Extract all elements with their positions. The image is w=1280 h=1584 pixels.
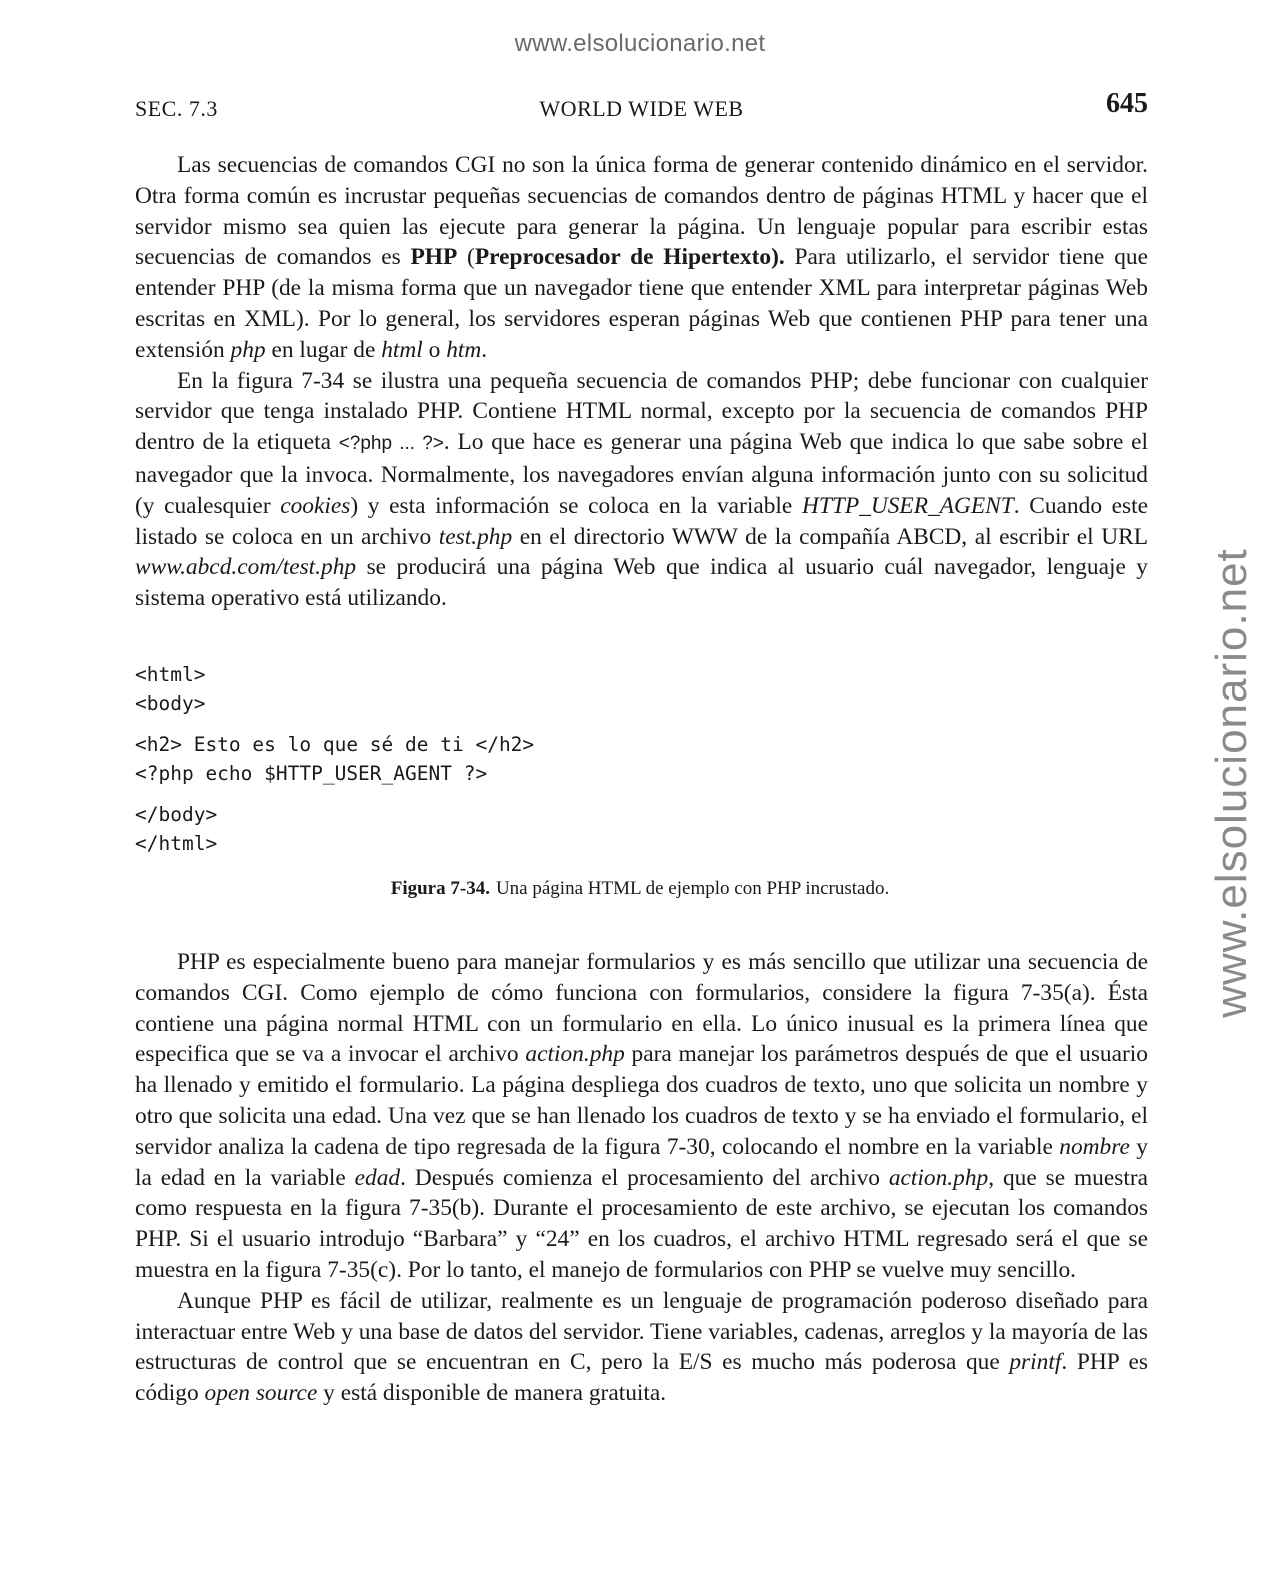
- paragraph: [135, 1286, 1148, 1409]
- text-run: . Cuando este listado se coloca en un archivo: [135, 492, 1148, 550]
- text-run: Las secuencias de comandos CGI no son la única forma de generar contenido dinámico en el servidor. Otra forma común es incrustar pequeñas secuencias de comandos dentro de páginas HTML y hacer que el servidor mismo sea quien las ejecute para generar la página. Un lenguaje popular para escribir estas secuencias de comandos es: [135, 152, 1148, 271]
- figure-caption-text: Una página HTML de ejemplo con PHP incrustado.: [495, 878, 890, 899]
- text-run: <?php ... ?>: [338, 433, 444, 455]
- watermark-top: www.elsolucionario.net: [514, 30, 766, 57]
- section-label: SEC. 7.3: [135, 96, 218, 121]
- text-run: y la edad en la variable: [135, 1133, 1148, 1191]
- text-run: . PHP es código: [135, 1349, 1148, 1407]
- italic-text: html: [381, 336, 423, 363]
- code-listing: [135, 660, 534, 858]
- text-run: en lugar de: [265, 336, 382, 363]
- figure-caption: [0, 878, 1280, 900]
- text-run: Aunque PHP es fácil de utilizar, realmente es un lenguaje de programación poderoso diseñado para interactuar entre Web y una base de datos del servidor. Tiene variables, cadenas, arreglos y la mayoría de las estructuras de control que se encuentran en C, pero la E/S es mucho más poderosa que: [135, 1287, 1148, 1376]
- code-gap: [135, 788, 534, 800]
- italic-text: action.php: [525, 1041, 625, 1068]
- italic-text: cookies: [280, 492, 351, 519]
- code-gap: [135, 718, 534, 730]
- code-line: <body>: [135, 692, 206, 715]
- bold-text: Preprocesador de Hipertexto).: [474, 244, 785, 271]
- text-run: ) y esta información se coloca en la variable: [350, 492, 802, 519]
- italic-text: php: [230, 336, 266, 363]
- running-title: WORLD WIDE WEB: [539, 96, 744, 121]
- text-run: Para utilizarlo, el servidor tiene que entender PHP (de la misma forma que un navegador tiene que entender XML para interpretar páginas Web escritas en XML). Por lo general, los servidores esperan páginas Web que contienen PHP para tener una extensión: [135, 244, 1148, 363]
- text-run: para manejar los parámetros después de que el usuario ha llenado y emitido el formulario. La página despliega dos cuadros de texto, uno que solicita un nombre y otro que solicita una edad. Una vez que se han llenado los cuadros de texto y se ha enviado el formulario, el servidor analiza la cadena de tipo regresada de la figura 7-30, colocando el nombre en la variable: [135, 1041, 1148, 1160]
- text-run: (: [457, 244, 475, 271]
- text-run: En la figura 7-34 se ilustra una pequeña secuencia de comandos PHP; debe funcionar con cualquier servidor que tenga instalado PHP. Contiene HTML normal, excepto por la secuencia de comandos PHP dentro de la etiqueta: [135, 367, 1148, 456]
- running-head: [135, 88, 1148, 122]
- code-line: </body>: [135, 803, 218, 826]
- text-run: . Después comienza el procesamiento del archivo: [400, 1164, 889, 1191]
- code-line: <h2> Esto es lo que sé de ti </h2>: [135, 733, 535, 756]
- italic-text: printf: [1009, 1349, 1062, 1376]
- italic-text: test.php: [438, 523, 513, 550]
- text-run: PHP es especialmente bueno para manejar formularios y es más sencillo que utilizar una secuencia de comandos CGI. Como ejemplo de cómo funciona con formularios, considere la figura 7-35(a). Ésta contiene una página normal HTML con un formulario en ella. Lo único inusual es la primera línea que especifica que se va a invocar el archivo: [135, 949, 1148, 1068]
- paragraph: [135, 366, 1148, 614]
- italic-text: edad: [354, 1164, 401, 1191]
- italic-text: nombre: [1059, 1133, 1130, 1160]
- body-text-bottom: [135, 947, 1148, 1409]
- italic-text: htm: [446, 336, 482, 363]
- italic-text: action.php: [888, 1164, 989, 1191]
- page-number: 645: [1106, 88, 1148, 119]
- code-line: <?php echo $HTTP_USER_AGENT ?>: [135, 762, 488, 785]
- text-run: se producirá una página Web que indica al usuario cuál navegador, lenguaje y sistema operativo está utilizando.: [135, 554, 1148, 612]
- code-line: </html>: [135, 832, 218, 855]
- text-run: , que se muestra como respuesta en la figura 7-35(b). Durante el procesamiento de este archivo, se ejecutan los comandos PHP. Si el usuario introdujo “Barbara” y “24” en los cuadros, el archivo HTML regresado será el que se muestra en la figura 7-35(c). Por lo tanto, el manejo de formularios con PHP se vuelve muy sencillo.: [135, 1164, 1148, 1283]
- italic-text: HTTP_USER_AGENT: [801, 492, 1014, 519]
- paragraph: [135, 947, 1148, 1286]
- figure-label: Figura 7-34.: [390, 878, 490, 899]
- body-text-top: [135, 150, 1148, 614]
- text-run: en el directorio WWW de la compañía ABCD, al escribir el URL: [512, 523, 1148, 550]
- italic-text: www.abcd.com/test.php: [135, 554, 357, 581]
- bold-text: PHP: [410, 244, 458, 271]
- text-run: y está disponible de manera gratuita.: [317, 1380, 667, 1407]
- italic-text: open source: [204, 1380, 318, 1407]
- code-line: <html>: [135, 663, 206, 686]
- text-run: . Lo que hace es generar una página Web que indica lo que sabe sobre el navegador que la invoca. Normalmente, los navegadores envían alguna información junto con su solicitud (y cualesquier: [135, 429, 1148, 519]
- watermark-side: www.elsolucionario.net: [1207, 548, 1256, 1018]
- text-run: .: [481, 336, 488, 363]
- text-run: o: [422, 336, 447, 363]
- paragraph: [135, 150, 1148, 366]
